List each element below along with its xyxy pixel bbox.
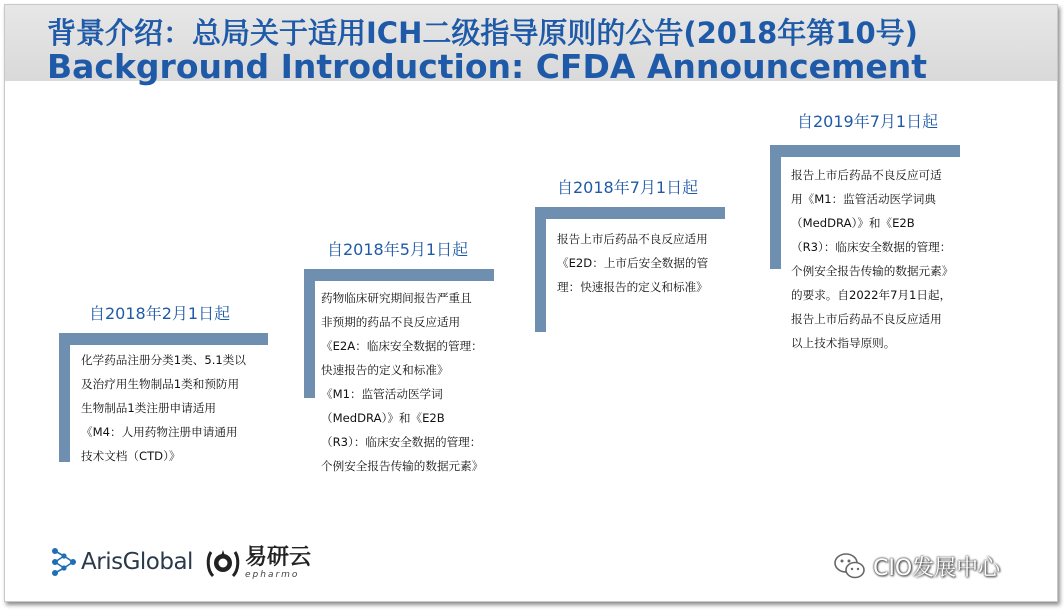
- eyanyun-logo: [205, 543, 311, 583]
- slide: [4, 4, 1058, 602]
- step-3-date: 自2018年7月1日起: [557, 178, 699, 197]
- step-4-bracket-top: [770, 145, 960, 157]
- step-1-date: 自2018年2月1日起: [89, 304, 231, 323]
- step-3-text: 报告上市后药品不良反应适用 《E2D：上市后安全数据的管 理：快速报告的定义和标准》: [557, 232, 709, 294]
- arisglobal-name: ArisGlobal: [81, 549, 193, 575]
- watermark-text: CIO发展中心: [873, 555, 1001, 581]
- slide-title-chinese: 背景介绍：总局关于适用ICH二级指导原则的公告(2018年第10号): [47, 16, 918, 50]
- step-1-text: 化学药品注册分类1类、5.1类以 及治疗用生物制品1类和预防用 生物制品1类注册申请适用 《M4：人用药物注册申请通用 技术文档（CTD）》: [81, 353, 246, 463]
- eyanyun-name-cn: 易研云: [245, 544, 312, 570]
- step-3-bracket-top: [535, 207, 725, 219]
- step-4-date: 自2019年7月1日起: [797, 112, 939, 131]
- eyanyun-name-en: epharmo: [245, 569, 300, 580]
- step-2-bracket-top: [304, 269, 494, 281]
- eyanyun-mark-icon: [205, 544, 241, 582]
- step-4-text: 报告上市后药品不良反应可适 用《M1：监管活动医学词典 （MedDRA）》和《E2B （R3）：临床安全数据的管理： 个例安全报告传输的数据元素》 的要求。自2022年7月1日起， 报告上市后药品不良反应适用 以上技术指导原则。: [791, 168, 954, 350]
- step-2-text: 药物临床研究期间报告严重且 非预期的药品不良反应适用 《E2A：临床安全数据的管理： 快速报告的定义和标准》 《M1：监管活动医学词 （MedDRA）》和《E2B （R3）：临床安全数据的管理： 个例安全报告传输的数据元素》: [321, 291, 484, 473]
- step-3-bracket-side: [535, 207, 546, 332]
- arisglobal-logo: [51, 545, 193, 579]
- arisglobal-mark-icon: [51, 547, 77, 577]
- step-1-bracket-side: [59, 333, 70, 462]
- slide-title-english: Background Introduction: CFDA Announcement: [47, 47, 928, 86]
- step-1-bracket-top: [59, 333, 268, 345]
- step-2-date: 自2018年5月1日起: [327, 240, 469, 259]
- wechat-icon: [833, 551, 867, 581]
- wechat-watermark: [833, 549, 1000, 583]
- step-4-bracket-side: [770, 145, 781, 269]
- step-2-bracket-side: [304, 269, 315, 398]
